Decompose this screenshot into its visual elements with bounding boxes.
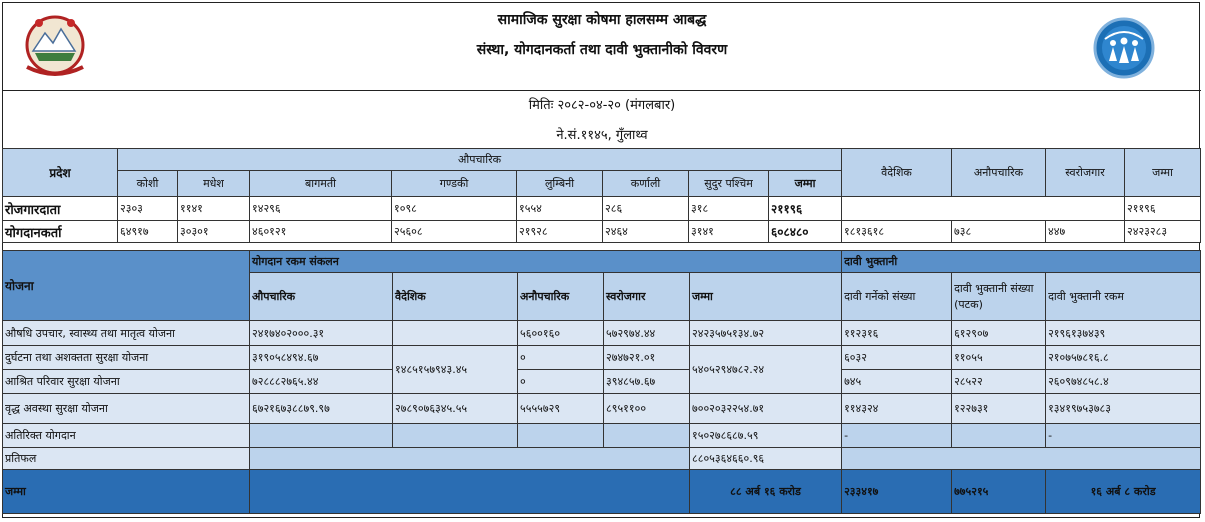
province-madhesh: मधेश: [178, 171, 250, 197]
extra-contribution-label: अतिरिक्त योगदान: [3, 424, 250, 448]
formal-header: औपचारिक: [118, 149, 842, 171]
employer-gandaki: १०९८: [392, 197, 517, 221]
grand-total-empty: [250, 470, 690, 514]
merged-total: ५४०५२९४७८२.२४: [690, 346, 842, 394]
extra-formal: [250, 424, 393, 448]
col-formal: औपचारिक: [250, 273, 393, 321]
self-employed-header: स्वरोजगार: [1046, 149, 1125, 197]
employer-empty: [842, 197, 1125, 221]
claim-header: दावी भुक्तानी: [842, 251, 1201, 273]
employer-madhesh: ११४१: [178, 197, 250, 221]
foreign-header: वैदेशिक: [842, 149, 952, 197]
date-section: [3, 91, 1201, 149]
return-label: प्रतिफल: [3, 448, 250, 470]
informal-header: अनौपचारिक: [952, 149, 1046, 197]
extra-claim-count: [952, 424, 1046, 448]
header: [3, 3, 1201, 91]
medical-total: २४२३५७५१३४.७२: [690, 321, 842, 346]
grand-total-claim-count: ७७५२१५: [952, 470, 1046, 514]
col-claim-count: दावी भुक्तानी संख्या (पटक): [952, 273, 1046, 321]
medical-formal: २४१७४०२०००.३१: [250, 321, 393, 346]
return-total: ८८०५३६४६६०.९६: [690, 448, 842, 470]
col-claim-amount: दावी भुक्तानी रकम: [1046, 273, 1201, 321]
employer-sudurpaschim: ३१८: [689, 197, 769, 221]
extra-claim-amount: -: [1046, 424, 1201, 448]
employer-formal-total: २११९६: [769, 197, 842, 221]
oldage-claim-amount: १३४१९७५३७८३: [1046, 394, 1201, 424]
col-self: स्वरोजगार: [604, 273, 690, 321]
medical-informal: ५६००१६०: [518, 321, 604, 346]
summary-table: [2, 148, 1201, 243]
employer-total: २११९६: [1125, 197, 1201, 221]
medical-claim-amount: २१९६१३७४३९: [1046, 321, 1201, 346]
contributor-label: योगदानकर्ता: [3, 221, 118, 243]
accident-claimants: ६०३२: [842, 346, 952, 370]
contributor-sudurpaschim: ३१४१: [689, 221, 769, 243]
contributor-karnali: २४६४: [603, 221, 689, 243]
contributor-informal: ७३८: [952, 221, 1046, 243]
scheme-header: योजना: [3, 251, 250, 321]
province-lumbini: लुम्बिनी: [517, 171, 603, 197]
province-sudurpaschim: सुदुर पश्चिम: [689, 171, 769, 197]
collection-header: योगदान रकम संकलन: [250, 251, 842, 273]
dependent-claimants: ७४५: [842, 370, 952, 394]
date-bs: मितिः २०८२-०४-२० (मंगलबार): [528, 98, 676, 113]
extra-self: [604, 424, 690, 448]
grand-total-claim-amount: १६ अर्ब ८ करोड: [1046, 470, 1201, 514]
province-karnali: कर्णाली: [603, 171, 689, 197]
province-bagmati: बागमती: [250, 171, 392, 197]
contributor-foreign: १८१३६१८: [842, 221, 952, 243]
col-total: जम्मा: [690, 273, 842, 321]
medical-claim-count: ६१२९०७: [952, 321, 1046, 346]
date-ns: ने.सं.११४५, गुँलाथ्व: [556, 128, 648, 143]
col-informal: अनौपचारिक: [518, 273, 604, 321]
scheme-table: [2, 250, 1201, 514]
accident-formal: ३१९०५८४९४.६७: [250, 346, 393, 370]
grand-total-amount: ८८ अर्ब १६ करोड: [690, 470, 842, 514]
contributor-total: २४२३२८३: [1125, 221, 1201, 243]
grand-total-claimants: २३३४१७: [842, 470, 952, 514]
col-foreign: वैदेशिक: [393, 273, 518, 321]
dependent-self: ३९४८५७.६७: [604, 370, 690, 394]
extra-total: १५०२७८६८७.५९: [690, 424, 842, 448]
grand-total-label: जम्मा: [3, 470, 250, 514]
oldage-foreign: २७८९०७६३४५.५५: [393, 394, 518, 424]
contributor-bagmati: ४६०१२१: [250, 221, 392, 243]
report-subtitle: संस्था, योगदानकर्ता तथा दावी भुक्तानीको विवरण: [476, 42, 728, 58]
oldage-total: ७००२०३२२५४.७१: [690, 394, 842, 424]
employer-koshi: २३०३: [118, 197, 178, 221]
contributor-koshi: ६४९१७: [118, 221, 178, 243]
employer-label: रोजगारदाता: [3, 197, 118, 221]
dependent-claim-amount: २६०९७४८५८.४: [1046, 370, 1201, 394]
oldage-formal: ६७२१६७३८८७९.९७: [250, 394, 393, 424]
oldage-self: ८९५११००: [604, 394, 690, 424]
scheme-name-accident: दुर्घटना तथा अशक्तता सुरक्षा योजना: [3, 346, 250, 370]
accident-claim-count: ११०५५: [952, 346, 1046, 370]
contributor-formal-total: ६०८४८०: [769, 221, 842, 243]
oldage-informal: ५५५५७२९: [518, 394, 604, 424]
extra-informal: [518, 424, 604, 448]
employer-karnali: २८६: [603, 197, 689, 221]
extra-foreign: [393, 424, 518, 448]
return-empty: [250, 448, 690, 470]
report-title: सामाजिक सुरक्षा कोषमा हालसम्म आबद्ध: [497, 12, 707, 28]
employer-bagmati: १४२९६: [250, 197, 392, 221]
dependent-claim-count: २८५२२: [952, 370, 1046, 394]
province-koshi: कोशी: [118, 171, 178, 197]
accident-claim-amount: २१०७५७८१६.८: [1046, 346, 1201, 370]
scheme-name-oldage: वृद्ध अवस्था सुरक्षा योजना: [3, 394, 250, 424]
medical-self: ५७२९७४.४४: [604, 321, 690, 346]
total-header: जम्मा: [1125, 149, 1201, 197]
accident-informal: ०: [518, 346, 604, 370]
contributor-madhesh: ३०३०१: [178, 221, 250, 243]
contributor-gandaki: २५६०८: [392, 221, 517, 243]
social-security-fund-logo-icon: [1093, 17, 1155, 79]
oldage-claimants: ११४३२४: [842, 394, 952, 424]
contributor-lumbini: २१९२८: [517, 221, 603, 243]
scheme-name-dependent: आश्रित परिवार सुरक्षा योजना: [3, 370, 250, 394]
col-claimants: दावी गर्नेको संख्या: [842, 273, 952, 321]
extra-claimants: -: [842, 424, 952, 448]
province-header: प्रदेश: [3, 149, 118, 197]
scheme-name-medical: औषधि उपचार, स्वास्थ्य तथा मातृत्व योजना: [3, 321, 250, 346]
medical-foreign: [393, 321, 518, 346]
province-total: जम्मा: [769, 171, 842, 197]
merged-foreign: १४८५१५७९४३.४५: [393, 346, 518, 394]
return-claim-empty: [842, 448, 1201, 470]
medical-claimants: ११२३१६: [842, 321, 952, 346]
accident-self: २७४७२१.०१: [604, 346, 690, 370]
employer-lumbini: १५५४: [517, 197, 603, 221]
oldage-claim-count: १२२७३१: [952, 394, 1046, 424]
contributor-self: ४४७: [1046, 221, 1125, 243]
dependent-informal: ०: [518, 370, 604, 394]
province-gandaki: गण्डकी: [392, 171, 517, 197]
dependent-formal: ७२८८८२७६५.४४: [250, 370, 393, 394]
